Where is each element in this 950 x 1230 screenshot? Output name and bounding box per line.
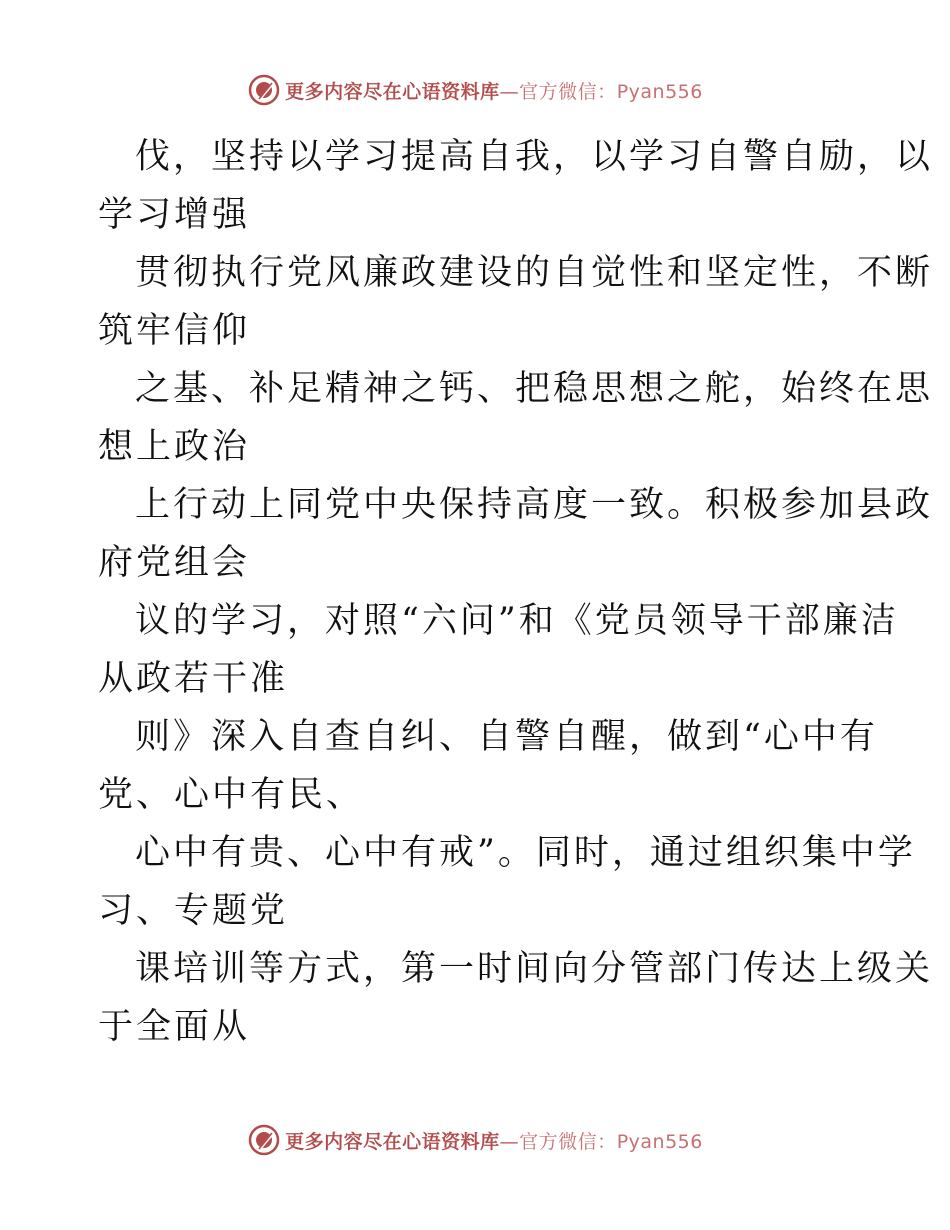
pen-logo-icon xyxy=(247,73,281,107)
footer-banner-separator: — xyxy=(499,1130,520,1153)
footer-banner-title: 更多内容尽在心语资料库 xyxy=(285,1130,500,1153)
footer-banner xyxy=(0,1120,950,1160)
document-body xyxy=(98,128,934,1056)
text-line: 筑牢信仰 xyxy=(98,311,251,351)
text-line: 议的学习，对照“六问”和《党员领导干部廉洁 xyxy=(135,601,899,641)
text-line: 则》深入自查自纠、自警自醒，做到“心中有 xyxy=(135,717,878,757)
text-line: 想上政治 xyxy=(98,427,251,467)
text-line: 上行动上同党中央保持高度一致。积极参加县政 xyxy=(135,485,934,525)
header-banner xyxy=(0,70,950,110)
text-line: 府党组会 xyxy=(98,543,251,583)
text-line: 伐，坚持以学习提高自我，以学习自警自励，以 xyxy=(135,137,934,177)
text-line: 党、心中有民、 xyxy=(98,775,365,815)
text-line: 心中有贵、心中有戒”。同时，通过组织集中学 xyxy=(135,833,916,873)
text-line: 从政若干准 xyxy=(98,659,289,699)
text-line: 于全面从 xyxy=(98,1007,251,1047)
footer-banner-text xyxy=(285,1127,703,1154)
text-line: 之基、补足精神之钙、把稳思想之舵，始终在思 xyxy=(135,369,934,409)
text-line: 学习增强 xyxy=(98,195,251,235)
header-wechat-label: 官方微信： xyxy=(519,80,617,103)
text-line: 习、专题党 xyxy=(98,891,289,931)
pen-logo-icon xyxy=(247,1123,281,1157)
header-banner-separator: — xyxy=(499,80,520,103)
text-line: 课培训等方式，第一时间向分管部门传达上级关 xyxy=(135,949,934,989)
header-wechat-handle: Pyan556 xyxy=(616,80,703,103)
text-line: 贯彻执行党风廉政建设的自觉性和坚定性，不断 xyxy=(135,253,934,293)
header-banner-text xyxy=(285,77,703,104)
footer-wechat-handle: Pyan556 xyxy=(616,1130,703,1153)
header-banner-title: 更多内容尽在心语资料库 xyxy=(285,80,500,103)
footer-wechat-label: 官方微信： xyxy=(519,1130,617,1153)
